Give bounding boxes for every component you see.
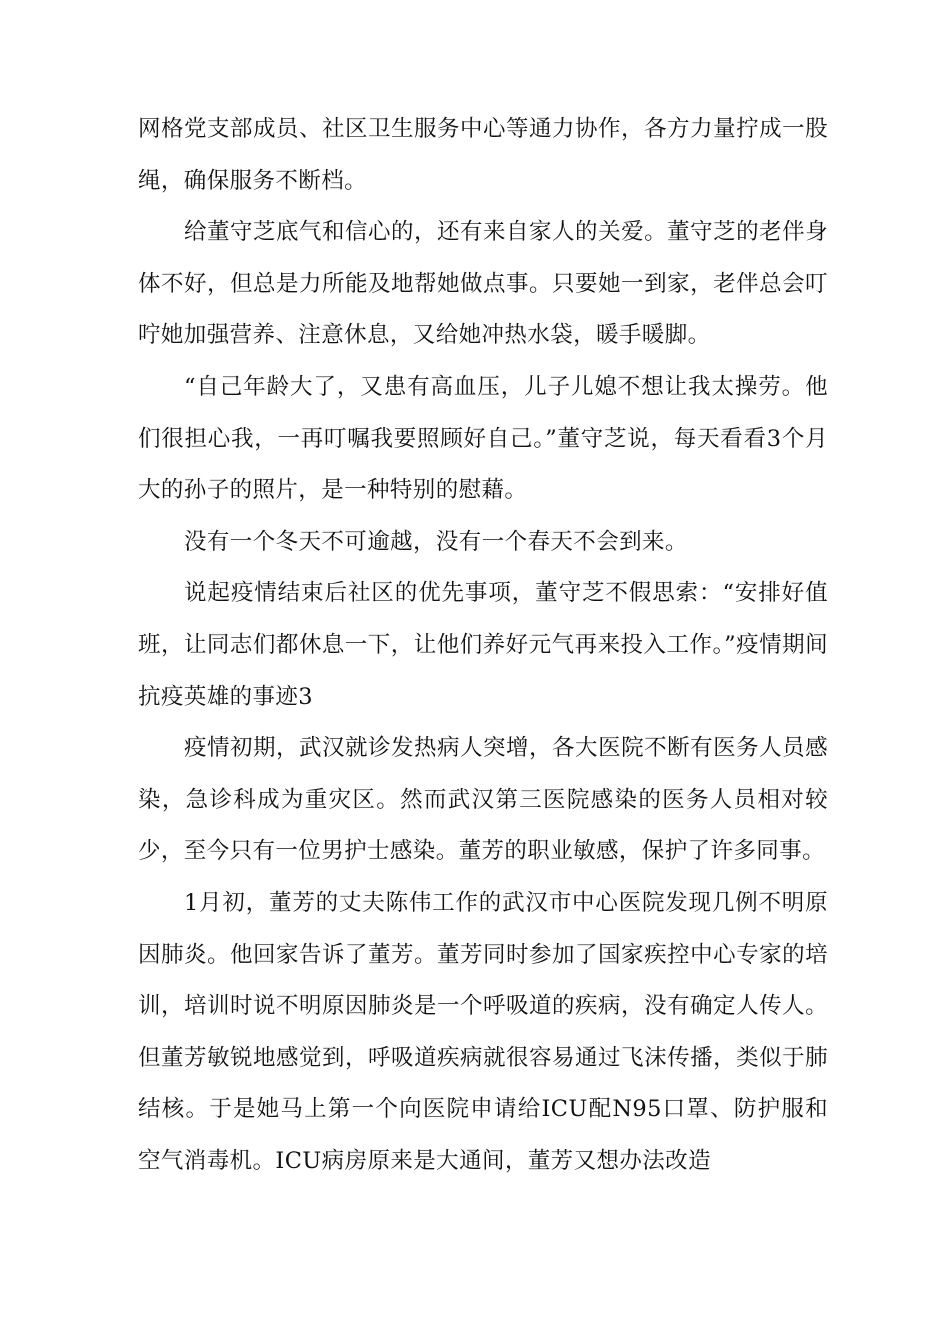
paragraph-2: 给董守芝底气和信心的，还有来自家人的关爱。董守芝的老伴身体不好，但总是力所能及地帮她做点事。只要她一到家，老伴总会叮咛她加强营养、注意休息，又给她冲热水袋，暖手暖脚。 [138, 219, 828, 349]
paragraph-3: “自己年龄大了，又患有高血压，儿子儿媳不想让我太操劳。他们很担心我，一再叮嘱我要照顾好自己。”董守芝说，每天看看3个月大的孙子的照片，是一种特别的慰藉。 [138, 373, 828, 504]
paragraph-4: 没有一个冬天不可逾越，没有一个春天不会到来。 [184, 528, 688, 555]
paragraph-1: 网格党支部成员、社区卫生服务中心等通力协作，各方力量拧成一股绳，确保服务不断档。 [138, 116, 828, 194]
paragraph-7: 1月初，董芳的丈夫陈伟工作的武汉市中心医院发现几例不明原因肺炎。他回家告诉了董芳。董芳同时参加了国家疾控中心专家的培训，培训时说不明原因肺炎是一个呼吸道的疾病，没有确定人传人。但董芳敏锐地感觉到，呼吸道疾病就很容易通过飞沫传播，类似于肺结核。于是她马上第一个向医院申请给ICU配N95口罩、防护服和空气消毒机。ICU病房原来是大通间，董芳又想办法改造 [138, 889, 828, 1174]
paragraph-6: 疫情初期，武汉就诊发热病人突增，各大医院不断有医务人员感染，急诊科成为重灾区。然而武汉第三医院感染的医务人员相对较少，至今只有一位男护士感染。董芳的职业敏感，保护了许多同事。 [138, 735, 828, 865]
document-body [138, 104, 828, 1187]
paragraph-5: 说起疫情结束后社区的优先事项，董守芝不假思索：“安排好值班，让同志们都休息一下，让他们养好元气再来投入工作。”疫情期间抗疫英雄的事迹3 [138, 580, 828, 710]
